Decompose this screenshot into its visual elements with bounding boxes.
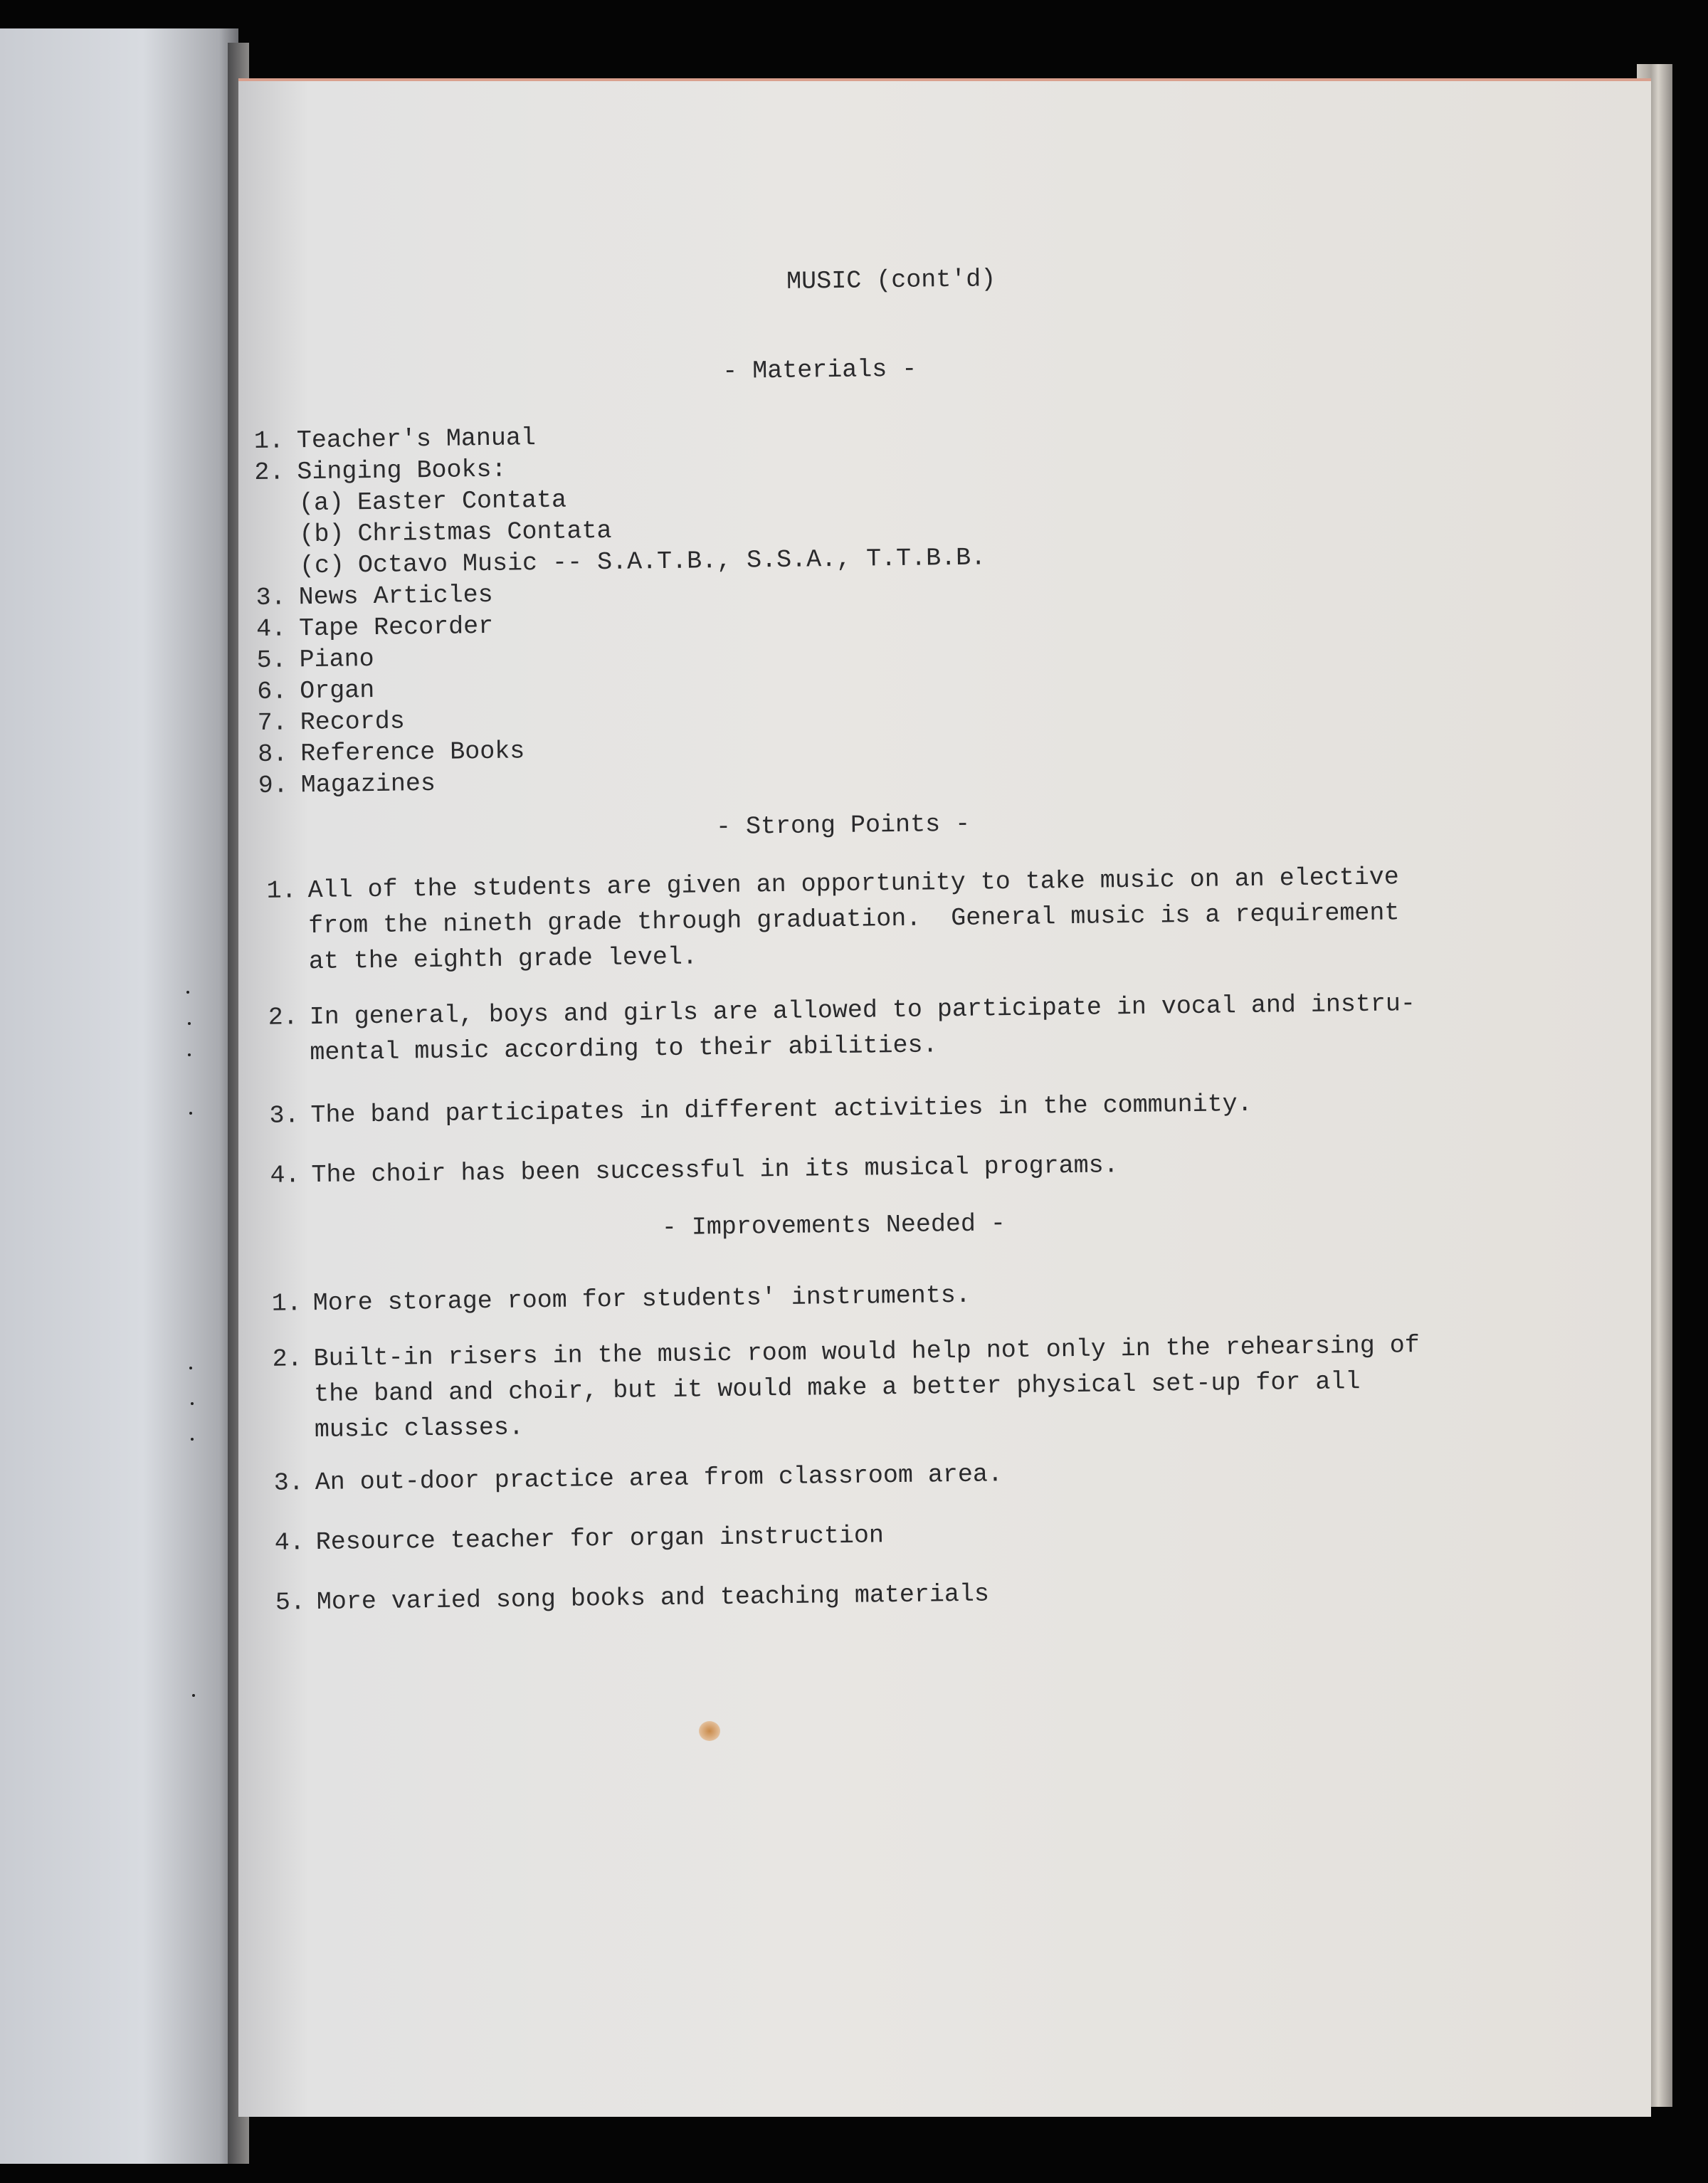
list-item-number: 6. bbox=[256, 677, 288, 706]
strong-points-heading: - Strong Points - bbox=[715, 809, 971, 842]
list-item-line: The band participates in different activities in the community. bbox=[310, 1089, 1253, 1130]
list-item-number: 1. bbox=[271, 1289, 302, 1318]
list-item-text: Piano bbox=[299, 644, 374, 675]
list-item-number: 3. bbox=[273, 1468, 305, 1498]
list-item-line: mental music according to their abilities. bbox=[310, 1031, 938, 1068]
list-item-number: 4. bbox=[255, 614, 287, 643]
list-item-number: 4. bbox=[274, 1528, 305, 1557]
list-item-number: 2. bbox=[268, 1003, 299, 1032]
list-item-number: 5. bbox=[256, 646, 287, 675]
list-item-number: (a) bbox=[298, 488, 344, 518]
list-item-text: Singing Books: bbox=[297, 455, 507, 487]
list-item-line: music classes. bbox=[314, 1413, 524, 1445]
list-item-line: All of the students are given an opportunity to take music on an elective bbox=[307, 863, 1400, 905]
list-item-number: 1. bbox=[266, 876, 297, 905]
list-item-number: 3. bbox=[269, 1101, 300, 1130]
list-item-number: (c) bbox=[299, 551, 345, 581]
list-item-number: 7. bbox=[257, 708, 288, 737]
list-item-line: the band and choir, but it would make a better physical set-up for all bbox=[314, 1367, 1361, 1409]
list-item-line: Built-in risers in the music room would help not only in the rehearsing of bbox=[313, 1331, 1420, 1374]
list-item-number: 5. bbox=[275, 1588, 306, 1617]
list-item-text: Reference Books bbox=[300, 737, 525, 769]
list-item-line: An out-door practice area from classroom area. bbox=[315, 1460, 1003, 1498]
page-title: MUSIC (cont'd) bbox=[786, 265, 996, 296]
list-item-line: at the eighth grade level. bbox=[308, 942, 698, 977]
list-item-text: Records bbox=[300, 707, 406, 737]
list-item-line: Resource teacher for organ instruction bbox=[315, 1521, 885, 1557]
list-item-number: 2. bbox=[272, 1345, 302, 1374]
list-item-line: More varied song books and teaching materials bbox=[316, 1579, 990, 1617]
list-item-line: In general, boys and girls are allowed to participate in vocal and instru- bbox=[309, 989, 1416, 1032]
list-item-number: 3. bbox=[255, 583, 286, 612]
list-item-number: (b) bbox=[299, 520, 344, 549]
list-item-text: Christmas Contata bbox=[357, 516, 612, 549]
list-item-text: Tape Recorder bbox=[298, 611, 494, 643]
improvements-heading: - Improvements Needed - bbox=[661, 1209, 1006, 1243]
list-item-number: 9. bbox=[258, 771, 289, 800]
list-item-line: from the nineth grade through graduation. General music is a requirement bbox=[307, 898, 1400, 941]
list-item-number: 1. bbox=[253, 426, 285, 456]
list-item-text: News Articles bbox=[298, 580, 493, 612]
list-item-number: 2. bbox=[254, 458, 285, 487]
list-item-text: Teacher's Manual bbox=[296, 424, 537, 456]
list-item-text: Organ bbox=[299, 675, 375, 706]
list-item-text: Magazines bbox=[300, 769, 436, 800]
materials-heading: - Materials - bbox=[722, 354, 917, 386]
list-item-line: The choir has been successful in its musical programs. bbox=[311, 1151, 1119, 1190]
list-item-number: 8. bbox=[258, 740, 288, 769]
list-item-number: 4. bbox=[270, 1161, 300, 1190]
list-item-line: More storage room for students' instruments. bbox=[312, 1280, 971, 1318]
list-item-text: Octavo Music -- S.A.T.B., S.S.A., T.T.B.B. bbox=[357, 543, 986, 580]
list-item-text: Easter Contata bbox=[357, 485, 567, 517]
